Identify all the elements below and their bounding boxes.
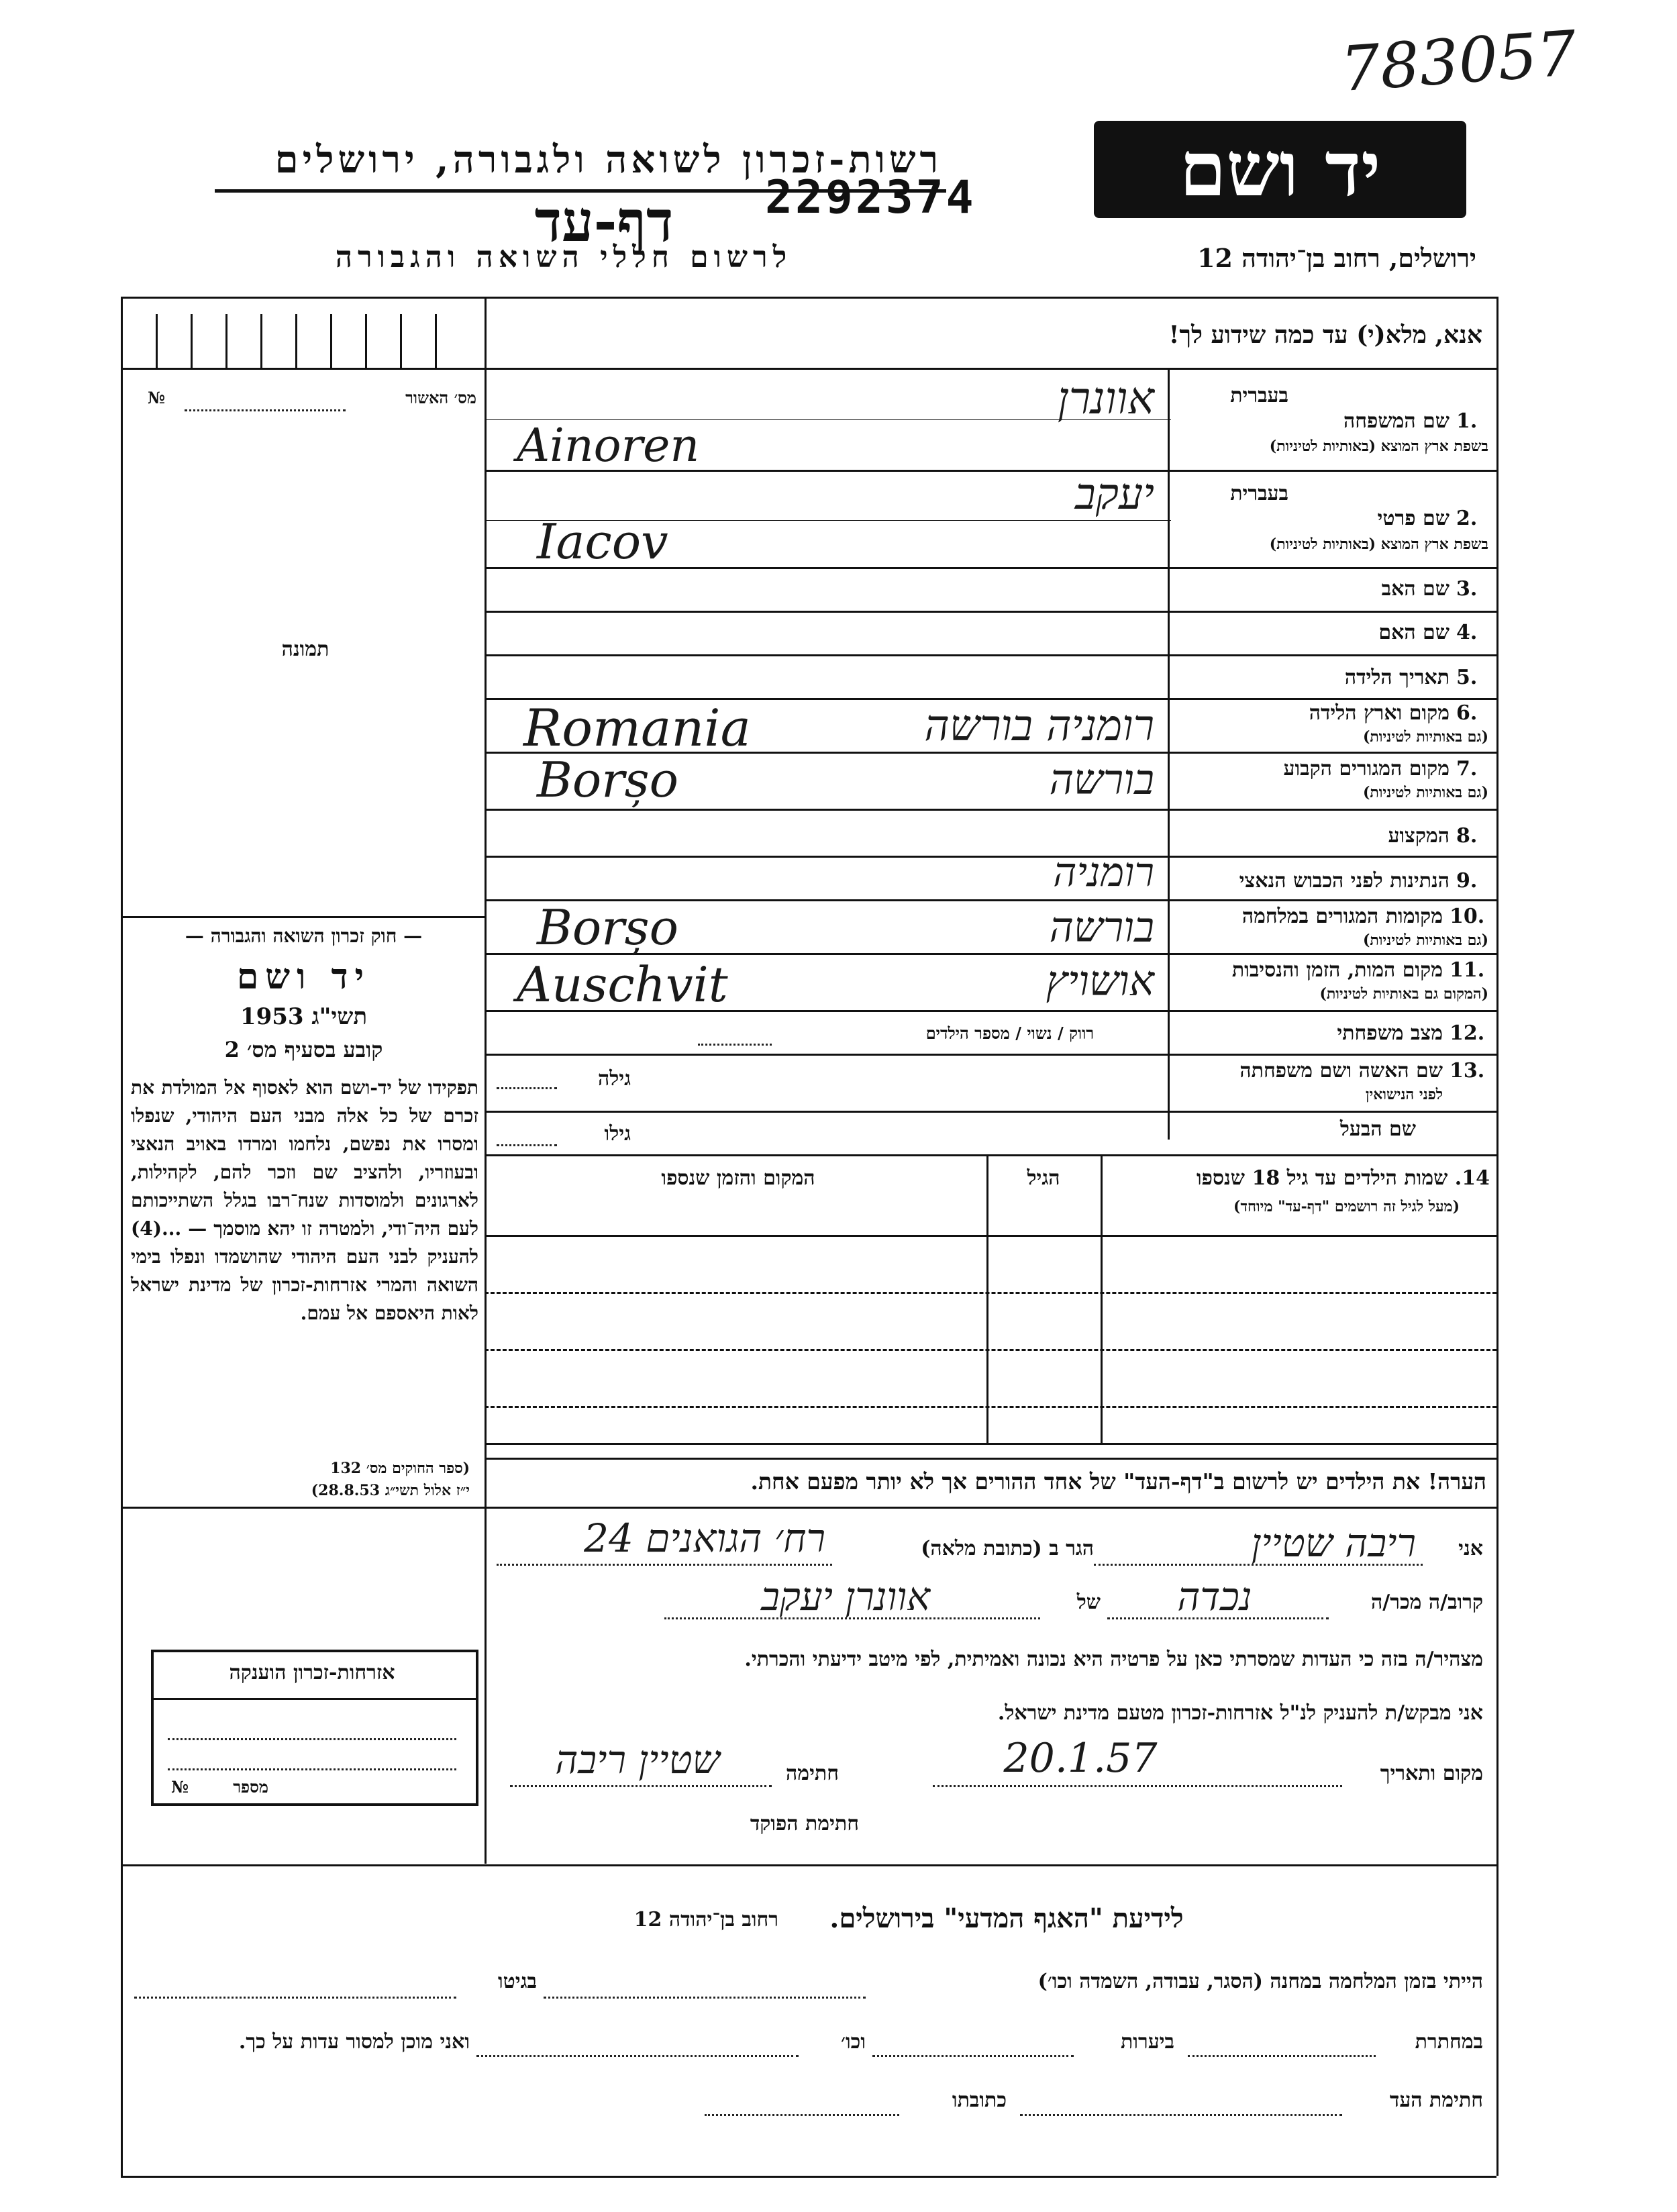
decl-address-value[interactable]: רח׳ הגואנים 24 xyxy=(584,1515,825,1561)
etc-field[interactable] xyxy=(476,2055,799,2057)
bottom-line1: הייתי בזמן המלחמה במחנה (הסגר, עבודה, השמדה וכו׳) xyxy=(1037,1970,1483,1993)
approval-tick xyxy=(435,314,437,368)
form-subtitle: לרשום חללי השואה והגבורה xyxy=(335,240,793,274)
children-col-name-sub: (מעל לגיל זה רושמים "דף-עד" מיוחד) xyxy=(1233,1198,1460,1215)
field-2-sub: בשפת ארץ המוצא (באותיות לטיניות) xyxy=(1269,536,1488,553)
note-bottom-line xyxy=(485,1507,1496,1509)
law-name: יד ושם xyxy=(236,956,371,997)
label-column-divider xyxy=(1168,368,1170,1140)
header-address: ירושלים, רחוב בן־יהודה 12 xyxy=(1197,243,1476,273)
authority-line: רשות-זכרון לשואה ולגבורה, ירושלים xyxy=(274,138,942,182)
field-7-latin-value[interactable]: Borșo xyxy=(537,752,678,808)
field-4-label: שם האם xyxy=(1378,621,1450,644)
field-5-num: 5. xyxy=(1456,666,1478,689)
field-10-sub: (גם באותיות לטיניות) xyxy=(1362,932,1488,949)
decl-of-line xyxy=(664,1617,1040,1619)
field-9-value[interactable]: רומניה xyxy=(1053,849,1154,896)
witness-address-field[interactable] xyxy=(705,2114,899,2116)
children-col-age: הגיל xyxy=(1027,1166,1060,1190)
decl-place-date-label: מקום ותאריך xyxy=(1380,1762,1483,1785)
decl-signature-label: חתימה xyxy=(786,1762,839,1785)
field-7-sub: (גם באותיות לטיניות) xyxy=(1362,784,1488,801)
children-bottom-line xyxy=(485,1443,1496,1445)
wife-age-label: גילה xyxy=(597,1067,631,1091)
field-7-label: מקום המגורים הקבוע xyxy=(1283,757,1450,781)
sheet-number: 2292374 xyxy=(765,171,976,224)
law-top-line xyxy=(121,916,485,918)
field-8-num: 8. xyxy=(1456,824,1478,848)
field-2-latin-value[interactable]: Iacov xyxy=(537,513,668,570)
bottom-witness-sig: חתימת העד xyxy=(1389,2089,1483,2112)
row-line xyxy=(485,809,1496,811)
field-11-num: 11. xyxy=(1450,958,1485,982)
underground-field[interactable] xyxy=(1188,2055,1376,2057)
law-heading: — חוק זכרון השואה והגבורה — xyxy=(185,925,423,947)
wife-age-field[interactable] xyxy=(497,1087,557,1089)
form-title: דף-עד xyxy=(534,188,674,254)
field-13-sub: לפני הנישואין xyxy=(1365,1086,1443,1103)
field-2-heb-value[interactable]: יעקב xyxy=(1074,470,1154,519)
field-6-value[interactable]: רומניה בורשה xyxy=(924,701,1154,751)
field-1-sub: בשפת ארץ המוצא (באותיות לטיניות) xyxy=(1269,438,1488,455)
field-7-num: 7. xyxy=(1456,757,1478,781)
decl-of-value[interactable]: אוונרן יעקב xyxy=(760,1574,931,1619)
bottom-forests: ביערות xyxy=(1120,2030,1174,2054)
field-2-heb-tag: בעברית xyxy=(1230,482,1288,505)
camp-field[interactable] xyxy=(544,1997,866,1999)
field-6-sub: (גם באותיות לטיניות) xyxy=(1362,728,1488,746)
field-8-label: המקצוע xyxy=(1388,824,1450,848)
citizenship-number-label: מספר xyxy=(233,1777,268,1797)
approval-tick xyxy=(330,314,332,368)
bottom-ready: ואני מוכן למסור עדות על כך. xyxy=(238,2030,470,2054)
decl-name-line xyxy=(1094,1564,1423,1566)
field-1-heb-value[interactable]: אוונרן xyxy=(1057,372,1154,424)
instruction-row-line xyxy=(485,368,1496,370)
frame-bottom xyxy=(121,2176,1496,2178)
field-9-num: 9. xyxy=(1456,869,1478,893)
field-12-num: 12. xyxy=(1450,1021,1485,1045)
approval-tick xyxy=(260,314,262,368)
field-9-label: הנתינות לפני הכבוש הנאצי xyxy=(1239,869,1450,893)
decl-request: אני מבקש/ת להעניק לנ"ל אזרחות-זכרון מטעם מדינת ישראל. xyxy=(997,1701,1483,1725)
field-11-value[interactable]: אושויץ xyxy=(1046,956,1154,1005)
field-6-label: מקום וארץ הלידה xyxy=(1309,701,1450,725)
decl-ani: אני xyxy=(1458,1537,1483,1560)
yad-vashem-logo: יד ושם xyxy=(1094,121,1466,218)
decl-relation-value[interactable]: נכדה xyxy=(1177,1574,1252,1619)
bottom-underground: במחתרת xyxy=(1415,2030,1483,2054)
approval-boxes-line xyxy=(121,368,485,370)
husband-age-field[interactable] xyxy=(497,1144,557,1146)
field-10-latin-value[interactable]: Borșo xyxy=(537,899,678,956)
field-2-label: שם פרטי xyxy=(1377,507,1450,530)
decl-relation-label: קרוב/ה מכר/ה xyxy=(1371,1591,1483,1614)
frame-top xyxy=(121,297,1496,299)
field-11-sub: (המקום גם באותיות לטיניות) xyxy=(1319,985,1488,1003)
citizenship-title: אזרחות-זכרון הוענקה xyxy=(229,1661,395,1685)
decl-signature-value[interactable]: שטיין ריבה xyxy=(555,1737,720,1782)
row-line xyxy=(485,1111,1496,1113)
photo-label: תמונה xyxy=(281,638,329,661)
decl-place-date-value[interactable]: 20.1.57 xyxy=(1003,1735,1158,1782)
archive-number: 783057 xyxy=(1338,17,1579,106)
decl-relation-line xyxy=(1107,1617,1329,1619)
approval-tick xyxy=(295,314,297,368)
note-text: הערה! את הילדים יש לרשום ב"דף-העד" של אחד ההורים אך לא יותר מפעם אחת. xyxy=(750,1468,1486,1495)
children-col-name: 14. שמות הילדים עד גיל 18 שנספו xyxy=(1196,1166,1490,1190)
row-line xyxy=(485,611,1496,613)
decl-address-line xyxy=(497,1564,832,1566)
frame-left xyxy=(121,297,123,2176)
field-6-latin-value[interactable]: Romania xyxy=(523,698,751,758)
row-line xyxy=(485,1154,1496,1156)
row-line xyxy=(485,1054,1496,1056)
bottom-address-label: כתובתו xyxy=(952,2089,1007,2112)
law-date: י״ז אלול תשי״ג 28.8.53) xyxy=(311,1482,470,1499)
field-13-label: שם האשה ושם משפחתה xyxy=(1239,1059,1443,1083)
field-10-num: 10. xyxy=(1450,905,1485,928)
children-count-field[interactable] xyxy=(698,1044,772,1046)
note-top-line xyxy=(485,1458,1496,1460)
citizenship-no: № xyxy=(171,1777,189,1797)
field-10-label: מקומות המגורים במלחמה xyxy=(1241,905,1443,928)
law-clause: קובע בסעיף מס׳ 2 xyxy=(224,1037,383,1062)
law-text: תפקידו של יד-ושם הוא לאסוף אל המולדת את זכרם של כל אלה מבני העם היהודי, שנפלו ומסרו את נפשם, נלחמו ומרדו באויב הנאצי ובעוזריו, ולהציב שם וזכר להם, לקהילות, לארגונים ולמוסדות שנח־רבו בגלל השתייכותם לעם היה־ודי, ולמטרה זו יהא מוסמך — ...(4) להעניק לבני העם היהודי שהושמדו ונפלו בימי השואה והמרי אזרחות-זכרון של מדינת ישראל לאות היאספם אל עמם. xyxy=(131,1076,478,1324)
husband-age-label: גילו xyxy=(604,1122,631,1146)
field-6-num: 6. xyxy=(1456,701,1478,725)
ghetto-field[interactable] xyxy=(134,1997,456,1999)
field-11-latin-value[interactable]: Auschvit xyxy=(517,956,728,1013)
bottom-ghetto: בגיטו xyxy=(497,1970,537,1993)
decl-lives-at: הגר ב (כתובת מלאה) xyxy=(921,1537,1094,1560)
field-2-num: 2. xyxy=(1456,507,1478,530)
children-row-line xyxy=(485,1406,1496,1408)
instruction-text: אנא, מלא(י) עד כמה שידוע לך! xyxy=(1168,321,1482,349)
decl-name-value[interactable]: ריבה שטיין xyxy=(1251,1520,1416,1566)
field-11-label: מקום המות, הזמן והנסיבות xyxy=(1231,958,1443,982)
citizenship-line xyxy=(168,1738,456,1740)
approval-tick xyxy=(365,314,367,368)
children-col-divider xyxy=(986,1154,988,1443)
field-12-label: מצב משפחתי xyxy=(1337,1021,1443,1045)
children-col-divider xyxy=(1101,1154,1103,1443)
row-line xyxy=(485,654,1496,656)
field-1-num: 1. xyxy=(1456,409,1478,433)
field-1-label: שם המשפחה xyxy=(1343,409,1450,433)
approval-tick xyxy=(400,314,402,368)
forests-field[interactable] xyxy=(872,2055,1074,2057)
bottom-heading: לידיעת "האגף המדעי" בירושלים. xyxy=(829,1903,1184,1934)
field-4-num: 4. xyxy=(1456,621,1478,644)
field-3-label: שם האב xyxy=(1381,577,1450,601)
citizenship-line xyxy=(168,1768,456,1770)
children-col-place: המקום והזמן שנספו xyxy=(661,1166,815,1190)
approval-number-field[interactable] xyxy=(185,409,346,411)
field-12-inline: רווק / נשוי / מספר הילדים xyxy=(925,1023,1094,1043)
children-row-line xyxy=(485,1349,1496,1351)
decl-signature-line xyxy=(510,1785,772,1787)
decl-officer-label: חתימת הפוקד xyxy=(750,1812,859,1836)
approval-tick xyxy=(225,314,227,368)
approval-label: מס׳ האשור xyxy=(405,388,476,407)
children-row-line xyxy=(485,1292,1496,1294)
decl-date-line xyxy=(933,1785,1342,1787)
bottom-section-line xyxy=(121,1864,1496,1866)
decl-of-label: של xyxy=(1076,1591,1101,1614)
children-header-line xyxy=(485,1235,1496,1237)
law-bottom-line xyxy=(121,1507,485,1509)
approval-tick xyxy=(156,314,158,368)
field-5-label: תאריך הלידה xyxy=(1344,666,1450,689)
husband-label: שם הבעל xyxy=(1339,1117,1416,1141)
left-column-divider xyxy=(485,297,487,1864)
approval-tick xyxy=(191,314,193,368)
field-10-value[interactable]: בורשה xyxy=(1049,903,1154,952)
field-3-num: 3. xyxy=(1456,577,1478,601)
citizenship-title-line xyxy=(154,1698,476,1700)
approval-no-sign: № xyxy=(148,388,166,407)
decl-statement: מצהיר/ה בזה כי העדות שמסרתי כאן על פרטיה היא נכונה ואמיתית, לפי מיטב ידיעתי והכרתי. xyxy=(744,1648,1483,1671)
field-13-num: 13. xyxy=(1450,1059,1485,1083)
bottom-street: רחוב בן־יהודה 12 xyxy=(633,1908,778,1931)
frame-right xyxy=(1496,297,1498,2176)
law-book: (ספר החוקים מס׳ 132 xyxy=(330,1460,470,1477)
bottom-etc: וכו׳ xyxy=(841,2030,866,2054)
law-year: תשי"ג 1953 xyxy=(240,1003,368,1030)
field-7-value[interactable]: בורשה xyxy=(1049,755,1154,804)
field-1-heb-tag: בעברית xyxy=(1230,384,1288,407)
witness-signature-field[interactable] xyxy=(1020,2114,1342,2116)
field-1-latin-value[interactable]: Ainoren xyxy=(517,419,700,472)
